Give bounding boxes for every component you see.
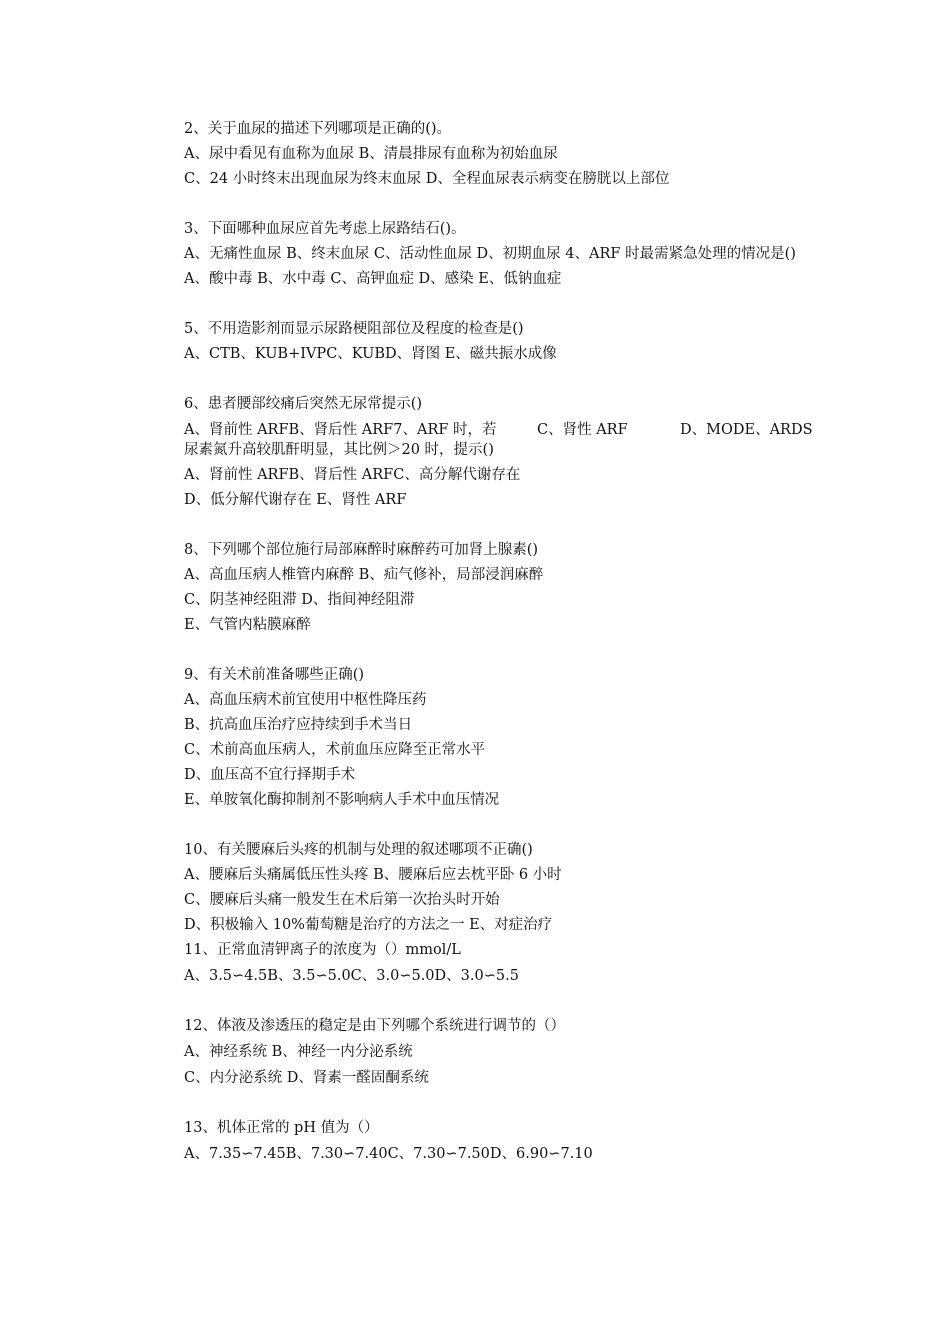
question-9-option-a: A、高血压病术前宜使用中枢性降压药 <box>184 692 427 708</box>
question-3-title: 3、下面哪种血尿应首先考虑上尿路结石()。 <box>184 221 466 237</box>
question-11-options: A、3.5∽4.5B、3.5∽5.0C、3.0∽5.0D、3.0∽5.5 <box>184 968 519 984</box>
question-12-options-2: C、内分泌系统 D、肾素一醛固酮系统 <box>184 1070 429 1086</box>
question-10-options-2: C、腰麻后头痛一般发生在术后第一次抬头时开始 <box>184 892 500 908</box>
question-5-title: 5、不用造影剂而显示尿路梗阻部位及程度的检查是() <box>184 321 524 337</box>
question-5-options: A、CTB、KUB+IVPC、KUBD、肾图 E、磁共振水成像 <box>184 346 557 362</box>
question-13-options: A、7.35∽7.45B、7.30∽7.40C、7.30∽7.50D、6.90∽7.10 <box>184 1146 593 1162</box>
question-2-title: 2、关于血尿的描述下列哪项是正确的()。 <box>184 121 452 137</box>
question-7-stem: 尿素氮升高较肌酐明显，其比例＞20 时，提示() <box>184 442 494 458</box>
question-8-options-3: E、气管内粘膜麻醉 <box>184 617 311 633</box>
question-6-title: 6、患者腰部绞痛后突然无尿常提示() <box>184 396 423 412</box>
question-10-title: 10、有关腰麻后头疼的机制与处理的叙述哪项不正确() <box>184 842 533 858</box>
question-8-options-1: A、高血压病人椎管内麻醉 B、疝气修补，局部浸润麻醉 <box>184 567 544 583</box>
question-6-options-left: A、肾前性 ARFB、肾后性 ARF7、ARF 时，若 <box>184 422 497 438</box>
question-10-options-3: D、积极输入 10%葡萄糖是治疗的方法之一 E、对症治疗 <box>184 917 553 933</box>
question-9-option-d: D、血压高不宜行择期手术 <box>184 767 356 783</box>
question-6-options-right: D、MODE、ARDS <box>680 422 813 438</box>
question-7-options-2: D、低分解代谢存在 E、肾性 ARF <box>184 492 407 508</box>
question-11-title: 11、正常血清钾离子的浓度为（）mmol/L <box>184 942 461 958</box>
question-9-option-b: B、抗高血压治疗应持续到手术当日 <box>184 717 413 733</box>
question-9-title: 9、有关术前准备哪些正确() <box>184 667 365 683</box>
question-9-option-e: E、单胺氧化酶抑制剂不影响病人手术中血压情况 <box>184 792 500 808</box>
question-8-title: 8、下列哪个部位施行局部麻醉时麻醉药可加肾上腺素() <box>184 542 539 558</box>
question-2-options-2: C、24 小时终末出现血尿为终末血尿 D、全程血尿表示病变在膀胱以上部位 <box>184 171 670 187</box>
question-12-options-1: A、神经系统 B、神经一内分泌系统 <box>184 1044 413 1060</box>
question-10-options-1: A、腰麻后头痛属低压性头疼 B、腰麻后应去枕平卧 6 小时 <box>184 867 562 883</box>
question-6-options-middle: C、肾性 ARF <box>537 422 628 438</box>
question-4-options: A、酸中毒 B、水中毒 C、高钾血症 D、感染 E、低钠血症 <box>184 271 562 287</box>
question-8-options-2: C、阴茎神经阻滞 D、指间神经阻滞 <box>184 592 415 608</box>
question-13-title: 13、机体正常的 pH 值为（） <box>184 1120 379 1136</box>
question-2-options-1: A、尿中看见有血称为血尿 B、清晨排尿有血称为初始血尿 <box>184 146 558 162</box>
question-7-options-1: A、肾前性 ARFB、肾后性 ARFC、高分解代谢存在 <box>184 467 521 483</box>
question-3-options-1: A、无痛性血尿 B、终末血尿 C、活动性血尿 D、初期血尿 4、ARF 时最需紧急处理的情况是() <box>184 246 796 262</box>
question-9-option-c: C、术前高血压病人，术前血压应降至正常水平 <box>184 742 486 758</box>
question-12-title: 12、体液及渗透压的稳定是由下列哪个系统进行调节的（） <box>184 1018 565 1034</box>
